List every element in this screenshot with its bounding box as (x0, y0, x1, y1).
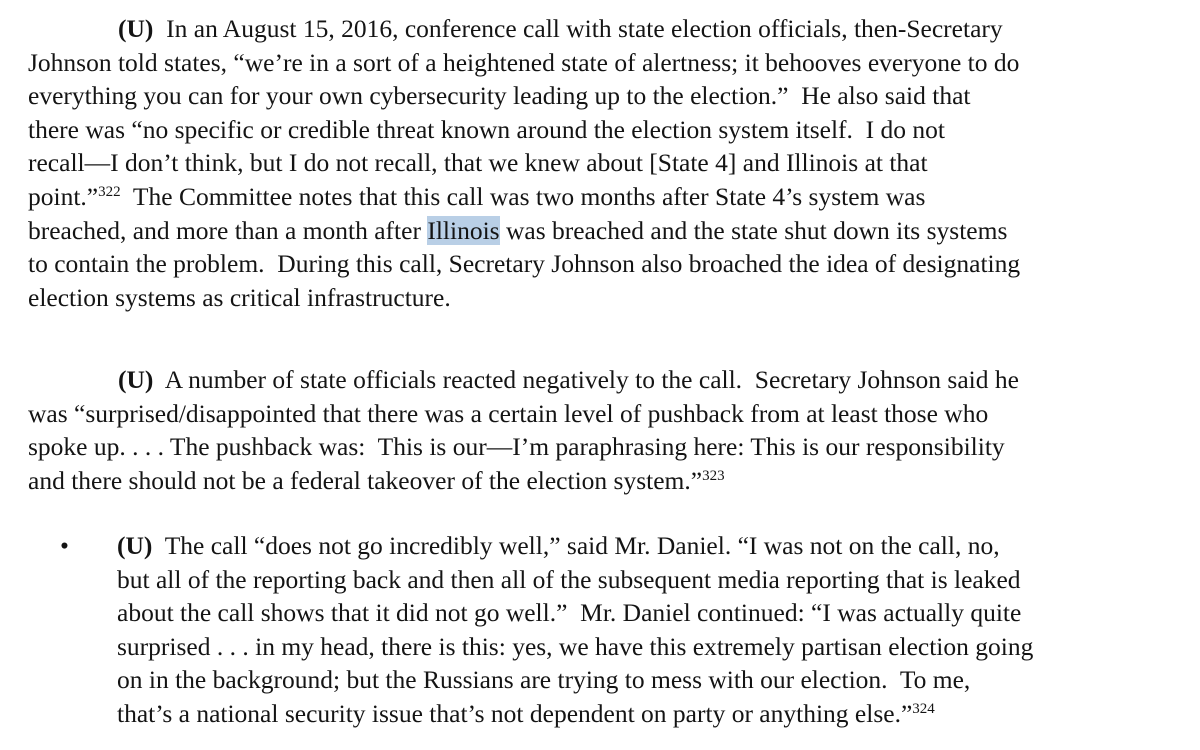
footnote-ref[interactable]: 324 (912, 700, 935, 717)
text-line: In an August 15, 2016, conference call with state election officials, then-Secretary (166, 14, 1003, 43)
text-line: Johnson told states, “we’re in a sort of a heightened state of alertness; it behooves everyone to do (28, 47, 1020, 77)
text-line: was “surprised/disappointed that there was a certain level of pushback from at least those who (28, 398, 989, 428)
text-line: that’s a national security issue that’s not dependent on party or anything else.” (117, 698, 913, 728)
bullet-paragraph (117, 529, 1177, 731)
classification-marker: (U) (118, 365, 154, 394)
text-line: on in the background; but the Russians are trying to mess with our election. To me, (117, 665, 971, 695)
footnote-ref[interactable]: 322 (98, 183, 121, 200)
text-line: recall—I don’t think, but I do not recall, that we knew about [State 4] and Illinois at that (28, 148, 928, 178)
text-line: spoke up. . . . The pushback was: This is our—I’m paraphrasing here: This is our responsibility (28, 432, 1005, 462)
text-line: The Committee notes that this call was two months after State 4’s system was (132, 181, 926, 211)
bullet-icon: • (60, 531, 69, 560)
text-line: and there should not be a federal takeover of the election system.” (28, 465, 703, 495)
paragraph-1 (28, 12, 1178, 314)
text-line: A number of state officials reacted negatively to the call. Secretary Johnson said he (164, 365, 1019, 394)
text-line: election systems as critical infrastructure. (28, 282, 451, 312)
text-line: breached, and more than a month after (28, 215, 428, 245)
classification-marker: (U) (118, 14, 154, 43)
text-line: there was “no specific or credible threat known around the election system itself. I do not (28, 114, 945, 144)
text-line: The call “does not go incredibly well,” said Mr. Daniel. “I was not on the call, no, (164, 531, 1000, 560)
highlighted-selection[interactable]: Illinois (427, 215, 500, 245)
classification-marker: (U) (117, 531, 153, 560)
text-line: everything you can for your own cybersecurity leading up to the election.” He also said that (28, 81, 971, 111)
text-line: about the call shows that it did not go well.” Mr. Daniel continued: “I was actually quite (117, 598, 1022, 628)
footnote-ref[interactable]: 323 (702, 467, 725, 484)
text-line: point.” (28, 181, 99, 211)
paragraph-2 (28, 363, 1178, 497)
text-line: to contain the problem. During this call, Secretary Johnson also broached the idea of designating (28, 249, 1021, 279)
text-line: surprised . . . in my head, there is this: yes, we have this extremely partisan election going (117, 631, 1034, 661)
text-line: but all of the reporting back and then all of the subsequent media reporting that is leaked (117, 564, 1021, 594)
text-line: was breached and the state shut down its systems (499, 215, 1008, 245)
